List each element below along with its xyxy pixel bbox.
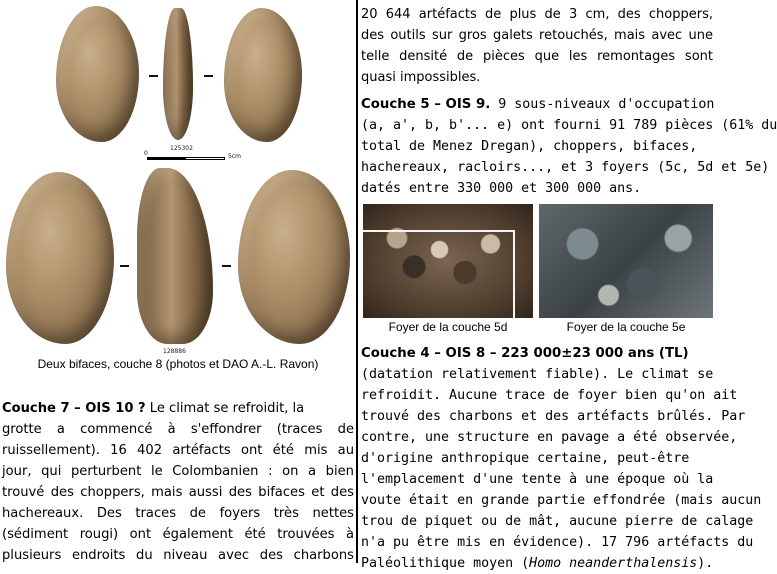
hearth-5d-photo — [363, 204, 533, 318]
biface-2-profile-image — [137, 168, 213, 344]
text-line: jour, qui perturbent le Colombanien : on a bien — [2, 464, 354, 479]
measurement-frame — [513, 230, 515, 318]
scale-bar — [147, 157, 225, 160]
text-line: trou de piquet ou de mât, aucune pierre de calage — [361, 514, 754, 529]
text-line: refroidit. Aucune trace de foyer bien qu'on ait — [361, 388, 738, 403]
couche-4-paragraph — [361, 343, 762, 574]
couche-5-paragraph — [361, 94, 777, 199]
couche-7-heading: Couche 7 – OIS 10 ? — [2, 401, 146, 416]
photo-caption-5d: Foyer de la couche 5d — [388, 320, 508, 334]
text-line: total de Menez Dregan), choppers, bifaces, — [361, 139, 698, 154]
text-line: grotte a commencé à s'effondrer (traces de — [2, 422, 354, 437]
text-fragment: ). — [697, 556, 714, 571]
text-line: d'origine anthropique certaine, peut-être — [361, 451, 690, 466]
text-line: ruissellement). 16 402 artéfacts ont été mis au — [2, 443, 354, 458]
text-line: telle densité de pièces que les remontages sont — [361, 49, 713, 64]
catalog-number-1: 125302 — [170, 145, 193, 152]
couche-7-paragraph — [2, 398, 354, 566]
text-fragment: Paléolithique moyen ( — [361, 556, 530, 571]
text-line: plusieurs endroits du niveau avec des charbons — [2, 548, 354, 563]
couche-5-heading: Couche 5 – OIS 9. — [361, 97, 491, 112]
separator-dash — [120, 265, 129, 267]
biface-1-back-image — [224, 8, 302, 142]
biface-2-back-image — [238, 170, 350, 344]
scale-label-0: 0 — [144, 150, 148, 157]
figure-caption: Deux bifaces, couche 8 (photos et DAO A.-L. Ravon) — [37, 357, 319, 371]
text-line: datés entre 330 000 et 300 000 ans. — [361, 181, 642, 196]
left-column — [0, 0, 356, 563]
right-column — [359, 0, 777, 571]
biface-2-front-image — [6, 172, 114, 344]
text-line-last — [361, 553, 713, 574]
separator-dash — [204, 75, 213, 77]
measurement-frame — [363, 230, 515, 232]
text-line: n'a pu être mis en évidence). 17 796 artéfacts du — [361, 535, 754, 550]
text-line: trouvé des charbons et des artéfacts brûlés. Par — [361, 409, 746, 424]
text-line: (datation relativement fiable). Le climat se — [361, 367, 714, 382]
text-line: (sédiment rougi) ont également été trouvées à — [2, 527, 354, 542]
biface-1-front-image — [56, 6, 139, 142]
text-line: hachereaux, racloirs..., et 3 foyers (5c, 5d et 5e) — [361, 160, 770, 175]
text-line: contre, une structure en pavage a été observée, — [361, 430, 738, 445]
separator-dash — [222, 265, 231, 267]
text-line: Le climat se refroidit, la — [145, 401, 305, 416]
biface-1-profile-image — [163, 8, 193, 140]
text-line: 9 sous-niveaux d'occupation — [490, 97, 715, 112]
text-line: trouvé des choppers, mais aussi des bifaces et des — [2, 485, 354, 500]
hearth-5e-photo — [539, 204, 713, 318]
catalog-number-2: 128886 — [163, 348, 186, 355]
scale-label-5cm: 5cm — [228, 153, 241, 160]
text-line: hachereaux. Des traces de foyers très nettes — [2, 506, 354, 521]
text-line: l'emplacement d'une tente à une époque où la — [361, 472, 714, 487]
text-line: (a, a', b, b'... e) ont fourni 91 789 pièces (61% du — [361, 118, 777, 133]
couche-4-heading: Couche 4 – OIS 8 – 223 000±23 000 ans (TL) — [361, 346, 689, 361]
text-line: voute était en grande partie effondrée (mais aucun — [361, 493, 762, 508]
text-line: 20 644 artéfacts de plus de 3 cm, des choppers, — [361, 7, 713, 22]
text-line: quasi impossibles. — [361, 70, 481, 85]
text-line: des outils sur gros galets retouchés, mais avec une — [361, 28, 713, 43]
continued-paragraph — [361, 4, 713, 88]
column-divider — [356, 0, 358, 563]
species-name: Homo neanderthalensis — [529, 556, 698, 571]
photo-caption-5e: Foyer de la couche 5e — [566, 320, 686, 334]
separator-dash — [149, 75, 158, 77]
